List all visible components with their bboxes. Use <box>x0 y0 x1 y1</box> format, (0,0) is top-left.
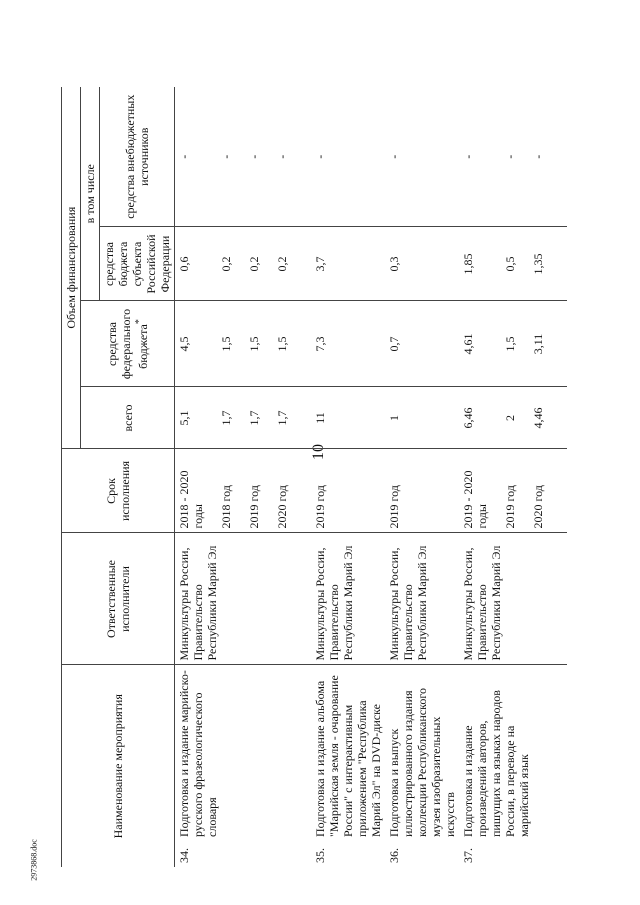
regional-cell: 0,3 <box>385 227 459 301</box>
extra-cell: - <box>313 154 327 159</box>
term-cell: 2019 год <box>385 449 459 533</box>
executors: Минкультуры России, Правительство Республики Марий Эл <box>459 533 567 665</box>
federal-cell: 1,5 <box>273 301 311 387</box>
federal-cell: 4,61 <box>459 301 501 387</box>
header-including: в том числе <box>81 87 100 301</box>
term-cell: 2018 год <box>217 449 245 533</box>
rotated-table-container <box>61 87 581 867</box>
term-cell: 2018 - 2020 годы <box>175 449 218 533</box>
table-row <box>459 87 501 867</box>
header-regional: средства бюджета субъекта Российской Федерации <box>100 227 175 301</box>
term-cell: 2019 год <box>245 449 273 533</box>
term-cell: 2019 - 2020 годы <box>459 449 501 533</box>
funding-table <box>61 87 567 867</box>
extra-cell: - <box>531 154 545 159</box>
regional-cell: 1,35 <box>529 227 567 301</box>
header-funding: Объем финансирования <box>62 87 81 449</box>
header-federal: средства федерального бюджета* <box>81 301 175 387</box>
total-cell: 1,7 <box>217 387 245 449</box>
federal-cell: 7,3 <box>311 301 385 387</box>
regional-cell: 0,2 <box>217 227 245 301</box>
header-name: Наименование мероприятия <box>62 665 175 867</box>
row-number: 37. <box>461 848 475 863</box>
extra-cell: - <box>503 154 517 159</box>
total-cell: 4,46 <box>529 387 567 449</box>
regional-cell: 3,7 <box>311 227 385 301</box>
row-number: 34. <box>177 848 191 863</box>
federal-cell: 1,5 <box>217 301 245 387</box>
header-extra: средства внебюджетных источников <box>100 87 175 227</box>
executors: Минкультуры России, Правительство Республики Марий Эл <box>311 533 385 665</box>
regional-cell: 0,2 <box>273 227 311 301</box>
row-number: 36. <box>387 848 401 863</box>
total-cell: 1 <box>385 387 459 449</box>
total-cell: 1,7 <box>245 387 273 449</box>
measure-name: Подготовка и издание альбома "Марийская земля - очарование России" с интерактивным приложением "Республика Марий Эл" на DVD-диске <box>311 665 385 841</box>
total-cell: 5,1 <box>175 387 218 449</box>
extra-cell: - <box>247 154 261 159</box>
executors: Минкультуры России, Правительство Республики Марий Эл <box>385 533 459 665</box>
table-body <box>175 87 568 867</box>
header-executors: Ответственные исполнители <box>62 533 175 665</box>
extra-cell: - <box>461 154 475 159</box>
header-term: Срок исполнения <box>62 449 175 533</box>
term-cell: 2020 год <box>273 449 311 533</box>
row-number: 35. <box>313 848 327 863</box>
measure-name: Подготовка и выпуск иллюстрированного издания коллекции Республиканского музея изобразительных искусств <box>385 665 459 841</box>
federal-cell: 3,11 <box>529 301 567 387</box>
extra-cell: - <box>177 154 191 159</box>
term-cell: 2019 год <box>311 449 385 533</box>
federal-cell: 0,7 <box>385 301 459 387</box>
total-cell: 11 <box>311 387 385 449</box>
table-row <box>311 87 385 867</box>
total-cell: 6,46 <box>459 387 501 449</box>
regional-cell: 1,85 <box>459 227 501 301</box>
table-row <box>175 87 218 867</box>
term-cell: 2020 год <box>529 449 567 533</box>
executors: Минкультуры России, Правительство Республики Марий Эл <box>175 533 312 665</box>
regional-cell: 0,6 <box>175 227 218 301</box>
extra-cell: - <box>275 154 289 159</box>
extra-cell: - <box>219 154 233 159</box>
page-number: 10 <box>310 444 327 460</box>
regional-cell: 0,2 <box>245 227 273 301</box>
total-cell: 1,7 <box>273 387 311 449</box>
regional-cell: 0,5 <box>501 227 529 301</box>
term-cell: 2019 год <box>501 449 529 533</box>
federal-cell: 4,5 <box>175 301 218 387</box>
total-cell: 2 <box>501 387 529 449</box>
extra-cell: - <box>387 154 401 159</box>
measure-name: Подготовка и издание марийско-русского фразеологического словаря <box>175 665 312 841</box>
federal-cell: 1,5 <box>245 301 273 387</box>
federal-cell: 1,5 <box>501 301 529 387</box>
header-total: всего <box>81 387 175 449</box>
footer-doc-name: 2973868.doc <box>29 839 39 881</box>
measure-name: Подготовка и издание произведений авторов, пишущих на языках народов России, в переводе на марийский язык <box>459 665 567 841</box>
table-row <box>385 87 459 867</box>
